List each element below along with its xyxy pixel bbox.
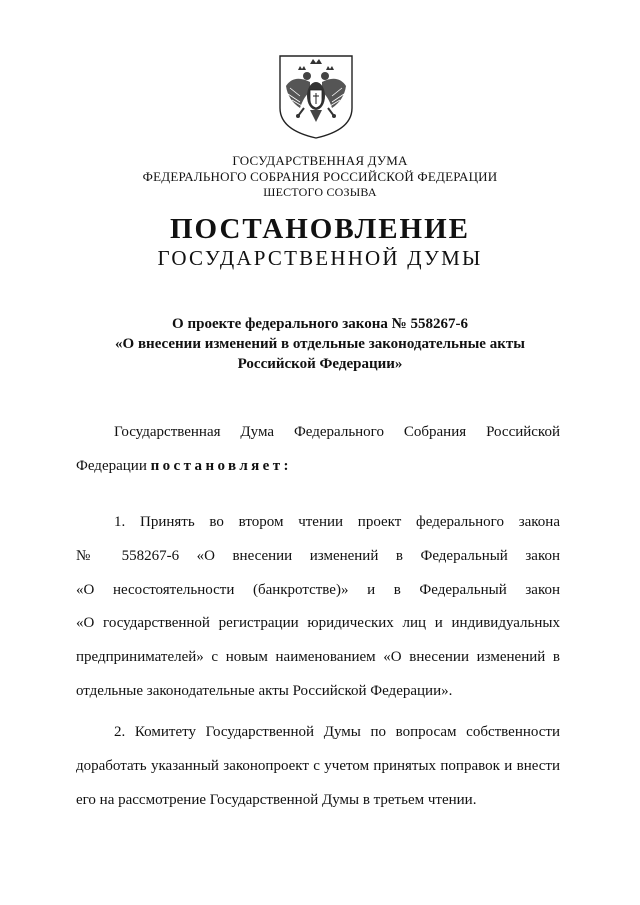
document-subject	[60, 314, 580, 374]
header-line-assembly: ФЕДЕРАЛЬНОГО СОБРАНИЯ РОССИЙСКОЙ ФЕДЕРАЦИИ	[142, 169, 498, 184]
header-line-convocation: ШЕСТОГО СОЗЫВА	[263, 185, 377, 199]
preamble-start: Федерации	[76, 457, 151, 474]
item-2-paragraph	[76, 716, 560, 817]
subject-line-3: Российской Федерации»	[237, 356, 403, 372]
russian-coat-of-arms-icon	[276, 52, 356, 140]
item-1-line-6: отдельные законодательные акты Российской Федерации».	[76, 682, 453, 699]
item-1-line-4: «О государственной регистрации юридических лиц и индивидуальных	[76, 615, 560, 632]
preamble-line-1: Государственная Дума Федерального Собрания Российской	[114, 424, 560, 440]
subject-line-2: «О внесении изменений в отдельные законодательные акты	[115, 336, 525, 352]
item-1-line-5: предпринимателей» с новым наименованием «О внесении изменений в	[76, 649, 560, 666]
item-1-line-1: 1. Принять во втором чтении проект федерального закона	[114, 514, 560, 530]
document-subtitle: ГОСУДАРСТВЕННОЙ ДУМЫ	[157, 246, 483, 270]
document-title: ПОСТАНОВЛЕНИЕ	[169, 213, 470, 245]
item-2-line-1: 2. Комитету Государственной Думы по вопросам собственности	[114, 724, 560, 740]
resolves-word: постановляет:	[150, 457, 292, 474]
item-2-line-3: его на рассмотрение Государственной Думы в третьем чтении.	[76, 791, 477, 808]
preamble-line-2	[76, 450, 560, 484]
subject-line-1: О проекте федерального закона № 558267-6	[172, 316, 468, 332]
header-line-duma: ГОСУДАРСТВЕННАЯ ДУМА	[232, 153, 408, 168]
item-2-line-2: доработать указанный законопроект с учетом принятых поправок и внести	[76, 757, 560, 774]
item-1-line-2: № 558267-6 «О внесении изменений в Федеральный закон	[76, 547, 560, 564]
preamble-paragraph	[76, 416, 560, 484]
item-1-paragraph	[76, 506, 560, 709]
item-1-line-3: «О несостоятельности (банкротстве)» и в Федеральный закон	[76, 581, 560, 598]
